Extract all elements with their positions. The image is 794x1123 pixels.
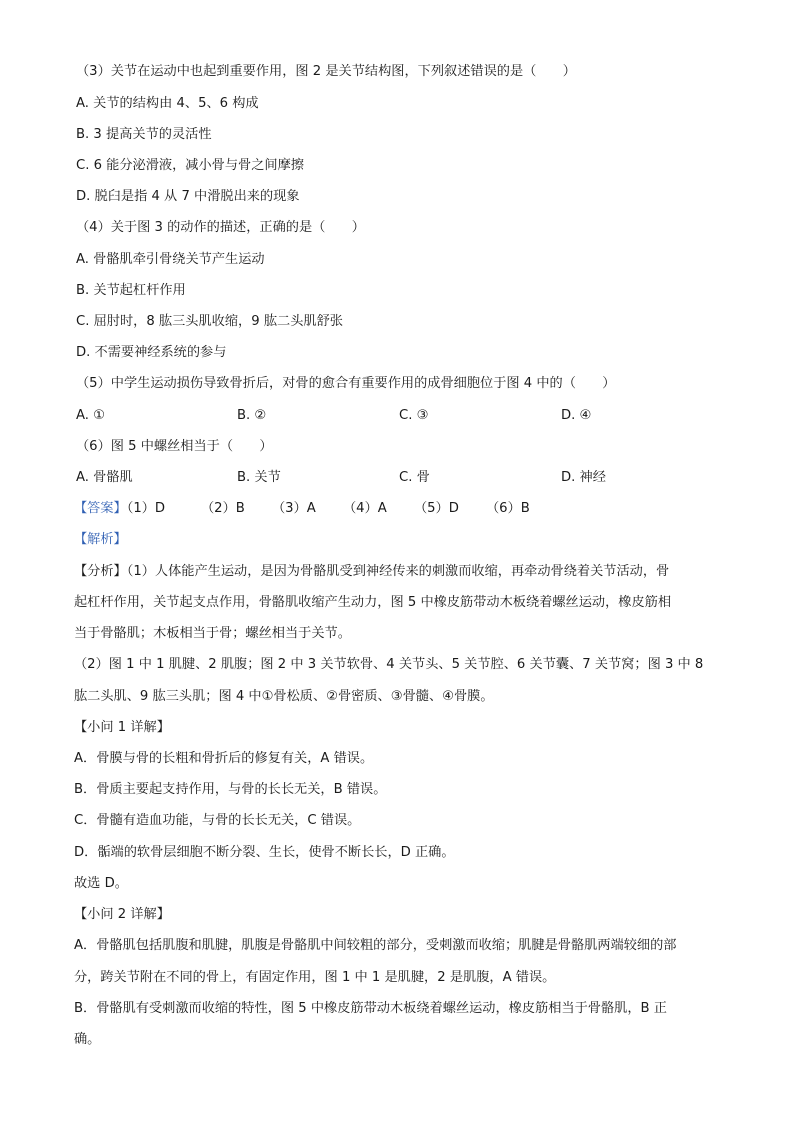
- q3-option-a: A. 关节的结构由 4、5、6 构成: [76, 96, 259, 111]
- q6-option-b: B. 关节: [237, 470, 281, 485]
- answer-item: （4）A: [343, 501, 387, 516]
- q6-option-a: A. 骨骼肌: [76, 470, 133, 485]
- sub2-line: A．骨骼肌包括肌腹和肌腱，肌腹是骨骼肌中间较粗的部分，受刺激而收缩；肌腱是骨骼肌两端较细的部: [74, 938, 677, 953]
- sub1-conclusion: 故选 D。: [74, 876, 128, 891]
- answer-row: [74, 500, 165, 518]
- answer-item: （2）B: [201, 501, 245, 516]
- sub2-line: 分，跨关节附在不同的骨上，有固定作用，图 1 中 1 是肌腱，2 是肌腹，A 错误。: [74, 970, 556, 985]
- sub2-title: 【小问 2 详解】: [74, 907, 170, 922]
- q4-stem: （4）关于图 3 的动作的描述，正确的是（ ）: [76, 220, 365, 235]
- q3-option-b: B. 3 提高关节的灵活性: [76, 127, 212, 142]
- q4-option-c: C. 屈肘时，8 肱三头肌收缩，9 肱二头肌舒张: [76, 314, 343, 329]
- analysis-line: 【分析】（1）人体能产生运动，是因为骨骼肌受到神经传来的刺激而收缩，再牵动骨绕着关节活动，骨: [74, 564, 670, 579]
- analysis-line: 起杠杆作用，关节起支点作用，骨骼肌收缩产生动力，图 5 中橡皮筋带动木板绕着螺丝运动，橡皮筋相: [74, 595, 672, 610]
- answer-item: （5）D: [414, 501, 459, 516]
- sub2-line: 确。: [74, 1032, 101, 1047]
- q5-option-c: C. ③: [399, 408, 429, 423]
- sub1-line: A．骨膜与骨的长粗和骨折后的修复有关，A 错误。: [74, 751, 374, 766]
- q3-option-c: C. 6 能分泌滑液，减小骨与骨之间摩擦: [76, 158, 304, 173]
- q5-stem: （5）中学生运动损伤导致骨折后，对骨的愈合有重要作用的成骨细胞位于图 4 中的（ ）: [76, 376, 616, 391]
- q6-stem: （6）图 5 中螺丝相当于（ ）: [76, 439, 273, 454]
- q6-option-d: D. 神经: [561, 470, 606, 485]
- answer-item: （1）D: [126, 501, 166, 516]
- q4-option-a: A. 骨骼肌牵引骨绕关节产生运动: [76, 252, 265, 267]
- analysis-line: （2）图 1 中 1 肌腱、2 肌腹；图 2 中 3 关节软骨、4 关节头、5 关节腔、6 关节囊、7 关节窝；图 3 中 8: [74, 657, 704, 672]
- q5-option-d: D. ④: [561, 408, 592, 423]
- sub1-line: C．骨髓有造血功能，与骨的长长无关，C 错误。: [74, 813, 361, 828]
- analysis-line: 肱二头肌、9 肱三头肌；图 4 中①骨松质、②骨密质、③骨髓、④骨膜。: [74, 689, 494, 704]
- answer-item: （6）B: [486, 501, 530, 516]
- analysis-line: 当于骨骼肌；木板相当于骨；螺丝相当于关节。: [74, 626, 351, 641]
- q5-option-b: B. ②: [237, 408, 267, 423]
- answer-item: （3）A: [272, 501, 316, 516]
- sub1-line: B．骨质主要起支持作用，与骨的长长无关，B 错误。: [74, 782, 387, 797]
- q5-option-a: A. ①: [76, 408, 105, 423]
- sub2-line: B．骨骼肌有受刺激而收缩的特性，图 5 中橡皮筋带动木板绕着螺丝运动，橡皮筋相当于骨骼肌，B 正: [74, 1001, 667, 1016]
- analysis-label: 【解析】: [74, 532, 127, 547]
- q4-option-d: D. 不需要神经系统的参与: [76, 345, 227, 360]
- sub1-title: 【小问 1 详解】: [74, 720, 170, 735]
- answer-label: 【答案】: [74, 501, 127, 516]
- q3-option-d: D. 脱臼是指 4 从 7 中滑脱出来的现象: [76, 189, 300, 204]
- sub1-line: D．骺端的软骨层细胞不断分裂、生长，使骨不断长长，D 正确。: [74, 845, 455, 860]
- q4-option-b: B. 关节起杠杆作用: [76, 283, 186, 298]
- q3-stem: （3）关节在运动中也起到重要作用，图 2 是关节结构图，下列叙述错误的是（ ）: [76, 64, 576, 79]
- q6-option-c: C. 骨: [399, 470, 430, 485]
